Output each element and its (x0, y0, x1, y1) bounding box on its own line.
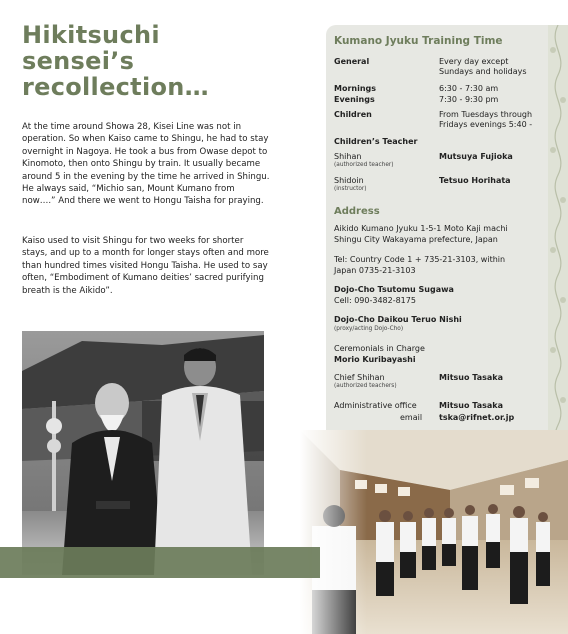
training-time-title: Kumano Jyuku Training Time (334, 35, 503, 47)
evenings-value: 7:30 - 9:30 pm (439, 95, 499, 104)
historic-photo (22, 331, 264, 575)
address-text: Aikido Kumano Jyuku 1-5-1 Moto Kaji machi Shingu City Wakayama prefecture, Japan (334, 224, 508, 244)
admin-office-label: Administrative office (334, 401, 417, 410)
ceremonials-info: Ceremonials in Charge Morio Kuribayashi (334, 344, 425, 364)
shidoin-sub: (instructor) (334, 186, 367, 193)
mornings-label: Mornings (334, 84, 377, 93)
chief-shihan-value: Mitsuo Tasaka (439, 373, 503, 382)
shidoin-label: Shidoin (instructor) (334, 176, 367, 193)
green-band (0, 547, 320, 578)
article-paragraph-1: At the time around Showa 28, Kisei Line was not in operation. So when Kaiso came to Shingu, he had to stay overnight in Nagoya. He took a bus from Owase depot to Kinomoto, then onto Shingu by train. It usually became around 5 in the evening by the time he arrived in Shingu. He always said, “Michio san, Mount Kumano from now….” And there we went to Hongu Taisha for praying. (22, 122, 270, 207)
childrens-teacher-label: Children’s Teacher (334, 137, 418, 146)
shidoin-value: Tetsuo Horihata (439, 176, 511, 185)
mornings-value: 6:30 - 7:30 am (439, 84, 499, 93)
general-value: Every day except Sundays and holidays (439, 57, 527, 77)
admin-office-value: Mitsuo Tasaka (439, 401, 503, 410)
shihan-label: Shihan (authorized teacher) (334, 152, 394, 169)
article-paragraph-2: Kaiso used to visit Shingu for two weeks for shorter stays, and up to a month for longer stays often and more than hundred times visited Hongu Taisha. He used to say often, “Embodiment of Kumano deities’ sacred purifying breath is the Aikido”. (22, 236, 269, 296)
shihan-value: Mutsuya Fujioka (439, 152, 513, 161)
title-line-2: sensei’s (22, 47, 135, 75)
address-heading: Address (334, 206, 380, 217)
decorative-pattern (548, 25, 568, 465)
daikou-sub: (proxy/acting Dojo-Cho) (334, 325, 404, 332)
dojo-cho-info: Dojo-Cho Tsutomu Sugawa Cell: 090-3482-8175 (334, 285, 454, 305)
evenings-label: Evenings (334, 95, 375, 104)
telephone-text: Tel: Country Code 1 + 735-21-3103, within Japan 0735-21-3103 (334, 255, 506, 275)
children-label: Children (334, 110, 372, 119)
chief-shihan-sub: (authorized teachers) (334, 383, 397, 390)
daikou-info: Dojo-Cho Daikou Teruo Nishi (proxy/acting Dojo-Cho) (334, 315, 546, 333)
email-value[interactable]: tska@rifnet.or.jp (439, 413, 515, 422)
email-label: email (400, 413, 423, 422)
general-label: General (334, 57, 370, 66)
chief-shihan-label: Chief Shihan (authorized teachers) (334, 373, 397, 390)
children-value: From Tuesdays through Fridays evenings 5:40 - (439, 110, 533, 130)
title-line-3: recollection… (22, 73, 209, 101)
dojo-training-photo (300, 430, 568, 634)
shihan-sub: (authorized teacher) (334, 162, 394, 169)
title-line-1: Hikitsuchi (22, 21, 160, 49)
article-title (22, 22, 292, 100)
